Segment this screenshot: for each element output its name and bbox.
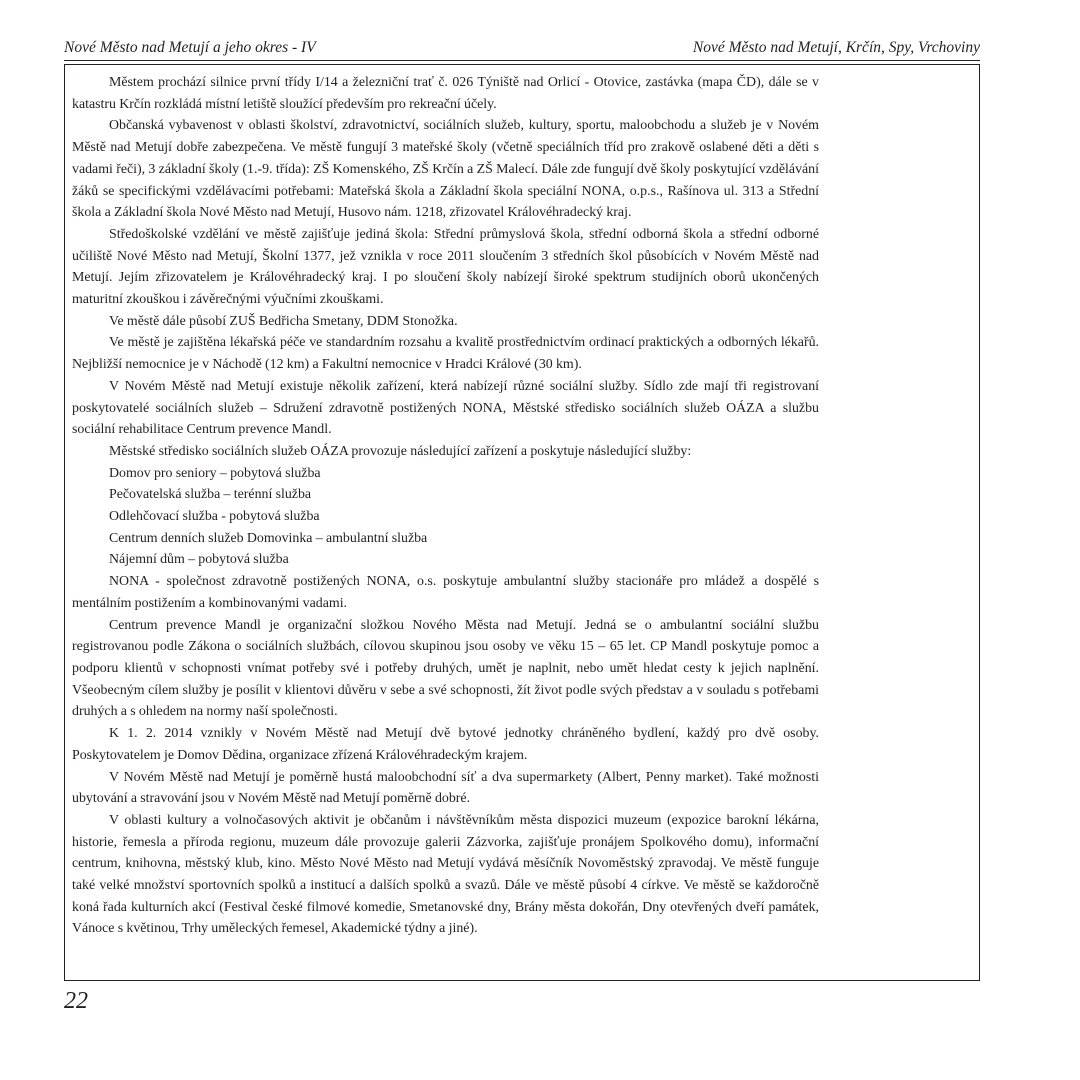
paragraph-secondary-education: Středoškolské vzdělání ve městě zajišťuje jediná škola: Střední průmyslová škola, střední odborná škola a střední odborné učiliště Nové Město nad Metují, Školní 1377, jež vznikla v roce 2011 sloučením 3 středních škol působících v Novém Městě nad Metují. Jejím zřizovatelem je Královéhradecký kraj. I po sloučení školy nabízejí široké spektrum studijních oborů ukončených maturitní zkouškou i závěrečnými výučními zkouškami. [72, 226, 819, 308]
body-text [72, 72, 819, 940]
paragraph-retail: V Novém Městě nad Metují je poměrně hustá maloobchodní síť a dva supermarkety (Albert, Penny market). Také možnosti ubytování a stravování jsou v Novém Městě nad Metují poměrně dobré. [72, 769, 819, 807]
service-list-item: Pečovatelská služba – terénní služba [109, 487, 312, 503]
paragraph-sheltered-housing: K 1. 2. 2014 vznikly v Novém Městě nad Metují dvě bytové jednotky chráněného bydlení, každý pro dvě osoby. Poskytovatelem je Domov Dědina, organizace zřízená Královéhradeckým krajem. [72, 726, 819, 763]
paragraph-social-services: V Novém Městě nad Metují existuje několik zařízení, která nabízejí různé sociální služby. Sídlo zde mají tři registrovaní poskytovatelé sociálních služeb – Sdružení zdravotně postižených NONA, Městské středisko sociálních služeb OÁZA a službu sociální rehabilitace Centrum prevence Mandl. [72, 378, 819, 438]
paragraph-mandl: Centrum prevence Mandl je organizační složkou Nového Města nad Metují. Jedná se o ambulantní sociální službu registrovanou podle Zákona o sociálních službách, cílovou skupinou jsou osoby ve věku 15 – 65 let. CP Mandl poskytuje pomoc a podporu klientů v schopnosti vnímat potřeby své i potřeby druhých, umět je naplnit, nebo umět hledat cesty k jejich naplnění. Všeobecným cílem služby je posílit v klientovi důvěru v sebe a své schopnosti, žít život podle svých představ a v souladu s potřebami druhých a s ohledem na normy naší společnosti. [72, 617, 819, 720]
paragraph-culture: V oblasti kultury a volnočasových aktivit je občanům i návštěvníkům města dispozici muzeum (expozice barokní lékárna, historie, řemesla a příroda regionu, muzeum dále provozuje galerii Zázvorka, zajišťuje pronájem Spolkového domu), informační centrum, knihovna, městský klub, kino. Město Nové Město nad Metují vydává měsíčník Novoměstský zpravodaj. Ve městě funguje také velké množství sportovních spolků a institucí a dalších spolků a svazů. Dále ve městě působí 4 církve. Ve městě se každoročně koná řada kulturních akcí (Festival české filmové komedie, Smetanovské dny, Brány města dokořán, Dny otevřených dveří památek, Vánoce s květinou, Trhy uměleckých řemesel, Akademické týdny a jiné). [72, 812, 819, 937]
header-rule [64, 60, 980, 61]
paragraph-civic-amenities: Občanská vybavenost v oblasti školství, zdravotnictví, sociálních služeb, kultury, sportu, maloobchodu a služeb je v Novém Městě nad Metují dobře zabezpečena. Ve městě fungují 3 mateřské školy (včetně speciálních tříd pro zrakově oslabené děti a děti s vadami řeči), 3 základní školy (1.-9. třída): ZŠ Komenského, ZŠ Krčín a ZŠ Malecí. Dále zde fungují dvě školy poskytující vzdělávání žáků se specifickými vzdělávacími potřebami: Mateřská škola a Základní škola speciální NONA, o.p.s., Rašínova ul. 313 a Střední škola a Základní škola Nové Město nad Metují, Husovo nám. 1218, zřizovatel Královéhradecký kraj. [72, 118, 819, 221]
paragraph-transport: Městem prochází silnice první třídy I/14 a železniční trať č. 026 Týniště nad Orlicí - Otovice, zastávka (mapa ČD), dále se v katastru Krčín rozkládá místní letiště sloužící především pro rekreační účely. [72, 75, 819, 112]
running-header-left: Nové Město nad Metují a jeho okres - IV [64, 39, 316, 56]
service-list-item: Domov pro seniory – pobytová služba [109, 465, 321, 481]
paragraph-art-school: Ve městě dále působí ZUŠ Bedřicha Smetany, DDM Stonožka. [109, 313, 458, 329]
service-list-item: Odlehčovací služba - pobytová služba [109, 509, 320, 525]
paragraph-healthcare: Ve městě je zajištěna lékařská péče ve standardním rozsahu a kvalitě prostřednictvím ordinací praktických a odborných lékařů. Nejbližší nemocnice je v Náchodě (12 km) a Fakultní nemocnice v Hradci Králové (30 km). [72, 335, 819, 373]
page-number: 22 [64, 988, 88, 1014]
running-header-right: Nové Město nad Metují, Krčín, Spy, Vrchoviny [692, 39, 980, 56]
paragraph-nona: NONA - společnost zdravotně postižených NONA, o.s. poskytuje ambulantní služby stacionáře pro mládež a dospělé s mentálním postižením a kombinovanými vadami. [72, 574, 819, 611]
paragraph-oaza-intro: Městské středisko sociálních služeb OÁZA provozuje následující zařízení a poskytuje následující služby: [109, 443, 692, 459]
service-list-item: Nájemní dům – pobytová služba [109, 552, 289, 568]
service-list-item: Centrum denních služeb Domovinka – ambulantní služba [109, 530, 428, 546]
